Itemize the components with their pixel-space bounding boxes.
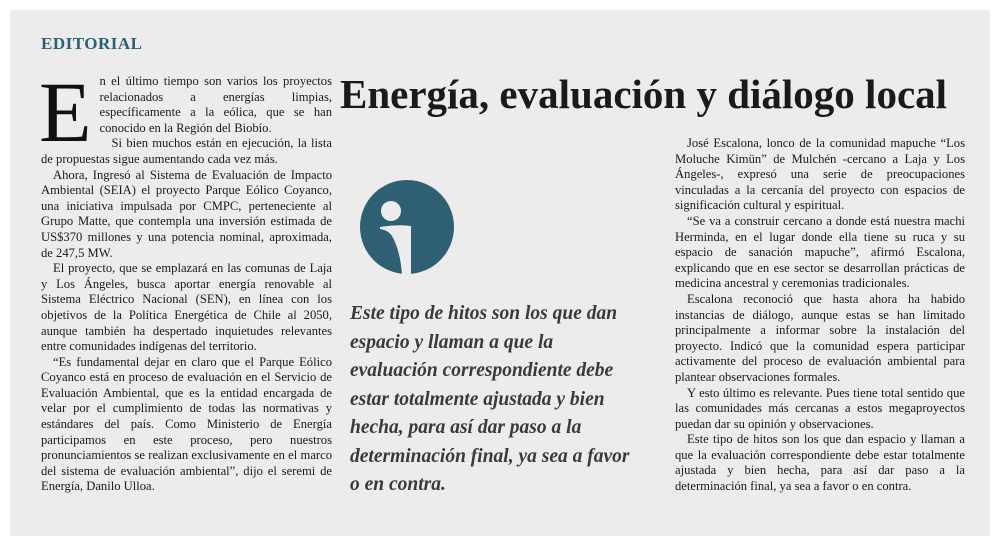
paragraph: “Se va a construir cercano a donde está nuestra machi Herminda, en el lugar donde ella tiene su ruca y su espacio de sanación mapuche”, afirmó Escalona, explicando que en ese sector se desarrollan prácticas de medicina ancestral y ceremonias tradicionales. xyxy=(675,213,965,291)
paragraph-text: n el último tiempo son varios los proyectos relacionados a energías limpias, específicamente a la eólica, que se han conocido en la Región del Biobío. xyxy=(99,74,332,135)
paragraph: José Escalona, lonco de la comunidad mapuche “Los Moluche Kimün” de Mulchén -cercano a Laja y Los Ángeles-, expresó una serie de preocupaciones vinculadas a la cercanía del proyecto con espacios de significación cultural y espiritual. xyxy=(675,136,965,213)
section-label: EDITORIAL xyxy=(41,34,143,53)
headline: Energía, evaluación y diálogo local xyxy=(340,71,948,117)
paragraph: Si bien muchos están en ejecución, la lista de propuestas sigue aumentando cada vez más. xyxy=(41,136,332,166)
column-right xyxy=(675,136,965,495)
paragraph: Este tipo de hitos son los que dan espacio y llaman a que la evaluación correspondiente debe estar totalmente ajustada y bien hecha, para así dar paso a la determinación final, ya sea a favor o en contra. xyxy=(675,432,965,494)
pull-quote: Este tipo de hitos son los que dan espacio y llaman a que la evaluación correspondiente debe estar totalmente ajustada y bien hecha, para así dar paso a la determinación final, ya sea a favor o en contra. xyxy=(350,303,630,495)
info-icon xyxy=(360,180,454,274)
paragraph: El proyecto, que se emplazará en las comunas de Laja y Los Ángeles, busca aportar energía renovable al Sistema Eléctrico Nacional (SEN), en línea con los objetivos de la Política Energética de Chile al 2050, aunque también ha despertado inquietudes relevantes entre comunidades indígenas del territorio. xyxy=(41,261,332,354)
column-left xyxy=(39,64,332,495)
editorial-page xyxy=(10,10,990,536)
paragraph: Y esto último es relevante. Pues tiene total sentido que las comunidades más cercanas a estos megaproyectos puedan dar su opinión y observaciones. xyxy=(675,385,965,431)
paragraph: “Es fundamental dejar en claro que el Parque Eólico Coyanco está en proceso de evaluación en el Servicio de Evaluación Ambiental, que es la entidad encargada de velar por el cumplimiento de todas las normativas y estándares del país. Como Ministerio de Energía participamos en este proceso, pero nuestros pronunciamientos se realizan exclusivamente en el marco del sistema de evaluación ambiental”, dijo el seremi de Energía, Danilo Ulloa. xyxy=(41,354,332,494)
drop-cap: E xyxy=(39,64,92,160)
paragraph: Escalona reconoció que hasta ahora ha habido instancias de diálogo, aunque estas se han limitado principalmente a informar sobre la instalación del proyecto. Indicó que la comunidad espera participar activamente del proceso de evaluación ambiental para plantear observaciones formales. xyxy=(675,291,965,384)
paragraph: Ahora, Ingresó al Sistema de Evaluación de Impacto Ambiental (SEIA) el proyecto Parque Eólico Coyanco, una iniciativa impulsada por CMPC, perteneciente al Grupo Matte, que contempla una inversión estimada de US$370 millones y una potencia nominal, aproximada, de 247,5 MW. xyxy=(41,167,332,260)
